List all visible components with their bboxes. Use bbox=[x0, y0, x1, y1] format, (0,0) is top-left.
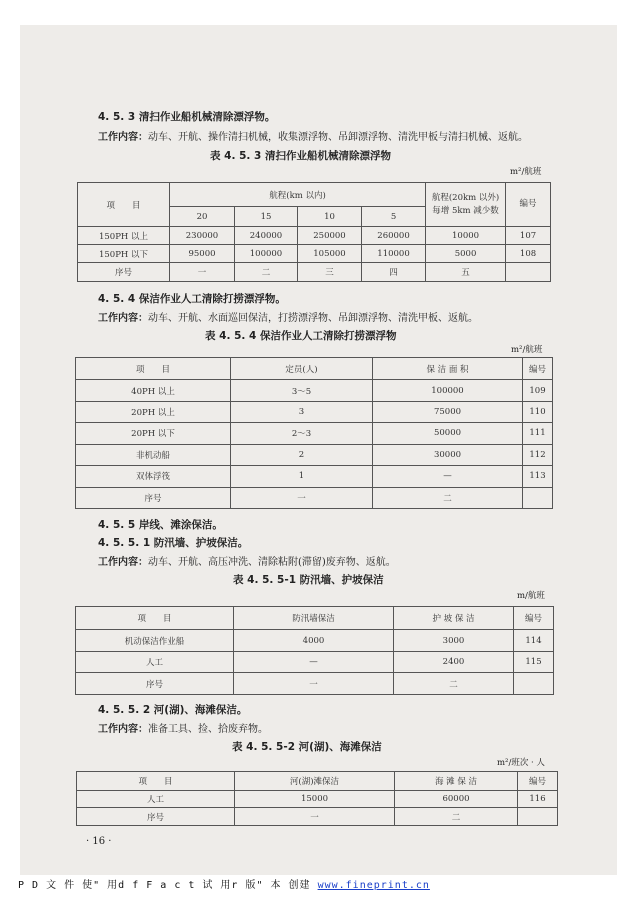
cell: — bbox=[234, 652, 394, 673]
unit-label-4-5-4: m²/航班 bbox=[511, 345, 543, 355]
section-heading-4-5-3: 4. 5. 3 清扫作业船机械清除漂浮物。 bbox=[98, 111, 276, 123]
seq-label: 序号 bbox=[76, 673, 234, 695]
header-col: 护 坡 保 洁 bbox=[394, 607, 514, 630]
seq-cell: 一 bbox=[235, 808, 395, 826]
table-4-5-5-1 bbox=[75, 606, 554, 695]
header-range: 航程(km 以内) bbox=[170, 183, 426, 207]
cell: 15000 bbox=[235, 791, 395, 808]
row-item: 非机动船 bbox=[76, 444, 231, 465]
row-code: 109 bbox=[523, 380, 553, 401]
row-code: 111 bbox=[523, 423, 553, 444]
footer-text: P D 文 件 使" 用d f F a c t 试 用r 版" 本 创建 bbox=[18, 880, 311, 891]
cell: 2～3 bbox=[231, 423, 373, 444]
seq-cell bbox=[518, 808, 558, 826]
row-item: 双体浮筏 bbox=[76, 466, 231, 487]
cell: 30000 bbox=[373, 444, 523, 465]
work-content-4-5-4: 工作内容：动车、开航、水面巡回保洁，打捞漂浮物、吊卸漂浮物、清洗甲板、返航。 bbox=[98, 313, 478, 324]
row-item: 人工 bbox=[76, 652, 234, 673]
section-heading-4-5-5-1: 4. 5. 5. 1 防汛墙、护坡保洁。 bbox=[98, 537, 249, 549]
cell: 260000 bbox=[362, 227, 426, 245]
row-item: 150PH 以上 bbox=[78, 227, 170, 245]
header-col: 防汛墙保洁 bbox=[234, 607, 394, 630]
section-heading-4-5-4: 4. 5. 4 保洁作业人工清除打捞漂浮物。 bbox=[98, 293, 286, 305]
seq-cell: 一 bbox=[170, 263, 235, 282]
cell: 3～5 bbox=[231, 380, 373, 401]
table-4-5-3 bbox=[77, 182, 551, 282]
seq-label: 序号 bbox=[76, 487, 231, 508]
cell: 1 bbox=[231, 466, 373, 487]
cell: 240000 bbox=[235, 227, 298, 245]
table-title-4-5-5-1: 表 4. 5. 5-1 防汛墙、护坡保洁 bbox=[233, 574, 384, 586]
table-4-5-5-2 bbox=[76, 771, 558, 826]
header-col: 保 洁 面 积 bbox=[373, 358, 523, 380]
work-content-4-5-5-1: 工作内容：动车、开航、高压冲洗、清除粘附(滞留)废弃物、返航。 bbox=[98, 557, 396, 568]
cell: 110000 bbox=[362, 245, 426, 263]
row-code: 113 bbox=[523, 466, 553, 487]
cell: 230000 bbox=[170, 227, 235, 245]
header-extra: 航程(20km 以外)每增 5km 减少数 bbox=[426, 183, 506, 227]
cell: 60000 bbox=[395, 791, 518, 808]
row-item: 40PH 以上 bbox=[76, 380, 231, 401]
seq-cell: 四 bbox=[362, 263, 426, 282]
row-code: 107 bbox=[506, 227, 551, 245]
seq-cell: 二 bbox=[395, 808, 518, 826]
cell: 3000 bbox=[394, 630, 514, 652]
cell: 5000 bbox=[426, 245, 506, 263]
cell: 75000 bbox=[373, 401, 523, 422]
header-col: 海 滩 保 洁 bbox=[395, 772, 518, 791]
header-col: 5 bbox=[362, 207, 426, 227]
row-item: 机动保洁作业船 bbox=[76, 630, 234, 652]
row-code: 116 bbox=[518, 791, 558, 808]
seq-cell: 二 bbox=[235, 263, 298, 282]
watermark-footer bbox=[18, 876, 430, 891]
table-title-4-5-4: 表 4. 5. 4 保洁作业人工清除打捞漂浮物 bbox=[205, 330, 397, 342]
row-code: 108 bbox=[506, 245, 551, 263]
seq-label: 序号 bbox=[78, 263, 170, 282]
unit-label-4-5-5-2: m²/班次 · 人 bbox=[497, 758, 545, 768]
header-item: 项 目 bbox=[76, 607, 234, 630]
cell: 2400 bbox=[394, 652, 514, 673]
page-number: · 16 · bbox=[86, 836, 112, 847]
seq-cell bbox=[514, 673, 554, 695]
table-title-4-5-3: 表 4. 5. 3 清扫作业船机械清除漂浮物 bbox=[210, 150, 392, 162]
cell: 4000 bbox=[234, 630, 394, 652]
header-col: 河(湖)滩保洁 bbox=[235, 772, 395, 791]
cell: 3 bbox=[231, 401, 373, 422]
header-col: 定员(人) bbox=[231, 358, 373, 380]
seq-cell bbox=[506, 263, 551, 282]
table-title-4-5-5-2: 表 4. 5. 5-2 河(湖)、海滩保洁 bbox=[232, 741, 382, 753]
section-heading-4-5-5: 4. 5. 5 岸线、滩涂保洁。 bbox=[98, 519, 223, 531]
seq-label: 序号 bbox=[77, 808, 235, 826]
row-item: 20PH 以上 bbox=[76, 401, 231, 422]
cell: — bbox=[373, 466, 523, 487]
cell: 95000 bbox=[170, 245, 235, 263]
cell: 50000 bbox=[373, 423, 523, 444]
header-col: 20 bbox=[170, 207, 235, 227]
work-content-4-5-3: 工作内容：动车、开航、操作清扫机械，收集漂浮物、吊卸漂浮物、清洗甲板与清扫机械、返航。 bbox=[98, 132, 528, 143]
row-code: 115 bbox=[514, 652, 554, 673]
header-code: 编号 bbox=[514, 607, 554, 630]
header-item: 项 目 bbox=[76, 358, 231, 380]
header-code: 编号 bbox=[506, 183, 551, 227]
section-heading-4-5-5-2: 4. 5. 5. 2 河(湖)、海滩保洁。 bbox=[98, 704, 248, 716]
row-item: 150PH 以下 bbox=[78, 245, 170, 263]
cell: 10000 bbox=[426, 227, 506, 245]
header-code: 编号 bbox=[518, 772, 558, 791]
row-code: 114 bbox=[514, 630, 554, 652]
seq-cell: 二 bbox=[394, 673, 514, 695]
table-4-5-4 bbox=[75, 357, 553, 509]
header-item: 项 目 bbox=[78, 183, 170, 227]
seq-cell: 一 bbox=[231, 487, 373, 508]
cell: 2 bbox=[231, 444, 373, 465]
header-col: 10 bbox=[298, 207, 362, 227]
cell: 105000 bbox=[298, 245, 362, 263]
unit-label-4-5-5-1: m/航班 bbox=[517, 591, 545, 601]
cell: 100000 bbox=[235, 245, 298, 263]
header-item: 项 目 bbox=[77, 772, 235, 791]
footer-link[interactable]: www.fineprint.cn bbox=[317, 880, 430, 891]
row-code: 110 bbox=[523, 401, 553, 422]
unit-label-4-5-3: m²/航班 bbox=[510, 167, 542, 177]
cell: 250000 bbox=[298, 227, 362, 245]
seq-cell: 一 bbox=[234, 673, 394, 695]
seq-cell: 五 bbox=[426, 263, 506, 282]
row-item: 人工 bbox=[77, 791, 235, 808]
seq-cell: 二 bbox=[373, 487, 523, 508]
seq-cell: 三 bbox=[298, 263, 362, 282]
header-code: 编号 bbox=[523, 358, 553, 380]
seq-cell bbox=[523, 487, 553, 508]
row-item: 20PH 以下 bbox=[76, 423, 231, 444]
row-code: 112 bbox=[523, 444, 553, 465]
cell: 100000 bbox=[373, 380, 523, 401]
header-col: 15 bbox=[235, 207, 298, 227]
work-content-4-5-5-2: 工作内容：准备工具、捡、拾废弃物。 bbox=[98, 724, 268, 735]
